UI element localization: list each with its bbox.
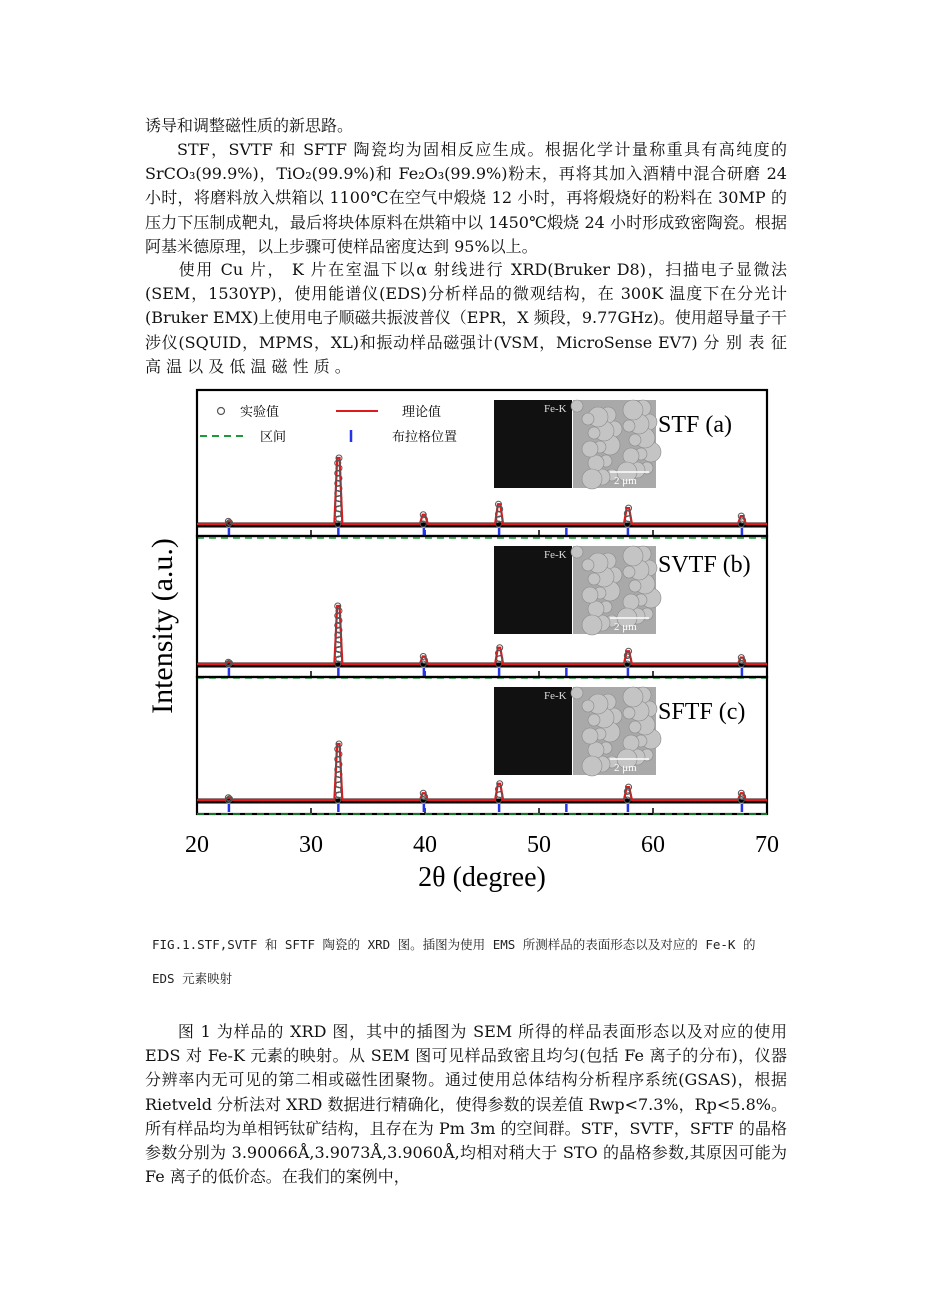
sem-grain [623,735,639,751]
paragraph-3-text: 使用 Cu 片， K 片在室温下以α 射线进行 XRD(Bruker D8)，扫描电子显微法(SEM，1530YP)，使用能谱仪(EDS)分析样品的微观结构，在 300K 温度下在分光计(Bruker EMX)上使用电子顺磁共振波普仪（EPR，X 频段，9.77GHz)。使用超导量子干涉仪(SQUID，MPMS，XL)和振动样品磁强计(VSM，MicroSense EV7) 分 别 表 征 高 温 以 及 低 温 磁 性 质 。 [145,260,787,376]
sem-grain [582,728,598,744]
scale-label: 2 μm [614,762,637,774]
sem-grain [582,413,594,425]
x-tick-label: 40 [413,832,437,858]
sem-grain [571,546,583,558]
paragraph-4 [145,1020,787,1189]
sem-grain [623,594,639,610]
paragraph-2 [145,138,787,259]
calculated-curve [197,606,767,664]
x-tick-label: 60 [641,832,665,858]
sem-grain [588,427,600,439]
legend-calculated-label: 理论值 [402,404,442,419]
calculated-curve [197,458,767,524]
sem-grain [582,587,598,603]
sem-grain [623,546,643,566]
sem-grain [623,400,643,420]
sem-grain [629,434,641,446]
eds-label: Fe-K [544,549,567,561]
sem-grain [582,441,598,457]
sem-grain [588,714,600,726]
legend-observed-marker [218,408,225,415]
sem-grain [623,687,643,707]
sem-grain [623,707,635,719]
figure-caption: FIG.1.STF,SVTF 和 SFTF 陶瓷的 XRD 图。插图为使用 EMS 所测样品的表面形态以及对应的 Fe-K 的 EDS 元素映射 [152,937,756,986]
x-tick-label: 30 [299,832,323,858]
eds-label: Fe-K [544,403,567,415]
legend-difference-label: 区间 [260,429,287,444]
x-axis-label: 2θ (degree) [418,862,546,893]
sem-grain [571,400,583,412]
xrd-chart [140,386,790,898]
calculated-curve [197,744,767,800]
scale-label: 2 μm [614,621,637,633]
sem-grain [582,615,602,635]
paragraph-2-text: STF，SVTF 和 SFTF 陶瓷均为固相反应生成。根据化学计量称重具有高纯度的 SrCO₃(99.9%)，TiO₂(99.9%)和 Fe₂O₃(99.9%)粉末，再将其加入酒精中混合研磨 24 小时，将磨料放入烘箱以 1100℃在空气中煅烧 12 小时，再将煅烧好的粉料在 30MP 的压力下压制成靶丸，最后将块体原料在烘箱中以 1450℃煅烧 24 小时形成致密陶瓷。根据阿基米德原理，以上步骤可使样品密度达到 95%以上。 [145,140,787,256]
sem-grain [582,469,602,489]
xrd-figure [140,386,790,898]
sem-grain [623,448,639,464]
sample-label: SFTF (c) [658,699,746,725]
y-axis-label: Intensity (a.u.) [146,538,179,714]
paragraph-4-text: 图 1 为样品的 XRD 图，其中的插图为 SEM 所得的样品表面形态以及对应的使用 EDS 对 Fe-K 元素的映射。从 SEM 图可见样品致密且均匀(包括 Fe 离子的分布)，仪器分辨率内无可见的第二相或磁性团聚物。通过使用总体结构分析程序系统(GSAS)，根据 Rietveld 分析法对 XRD 数据进行精确化，使得参数的误差值 Rwp<7.3%，Rp<5.8%。所有样品均为单相钙钛矿结构，且存在为 Pm 3̄m 的空间群。STF，SVTF，SFTF 的晶格参数分别为 3.90066Å,3.9073Å,3.9060Å,均相对稍大于 STO 的晶格参数,其原因可能为 Fe 离子的低价态。在我们的案例中， [145,1022,787,1187]
sem-grain [623,420,635,432]
x-tick-label: 20 [185,832,209,858]
x-tick-label: 50 [527,832,551,858]
sample-label: SVTF (b) [658,552,751,578]
legend-observed-label: 实验值 [240,404,280,419]
sem-grain [582,700,594,712]
sem-grain [623,566,635,578]
scale-label: 2 μm [614,475,637,487]
sample-label: STF (a) [658,412,732,438]
panel-frame [197,677,767,814]
sem-grain [629,580,641,592]
paragraph-1: 诱导和调整磁性质的新思路。 [145,116,354,135]
sem-grain [582,559,594,571]
sem-grain [588,601,604,617]
paragraph-3 [145,258,787,379]
x-tick-label: 70 [755,832,779,858]
eds-label: Fe-K [544,690,567,702]
sem-grain [588,573,600,585]
legend-bragg-label: 布拉格位置 [392,429,458,444]
sem-grain [629,721,641,733]
sem-grain [588,742,604,758]
sem-grain [588,455,604,471]
sem-grain [582,756,602,776]
sem-grain [571,687,583,699]
